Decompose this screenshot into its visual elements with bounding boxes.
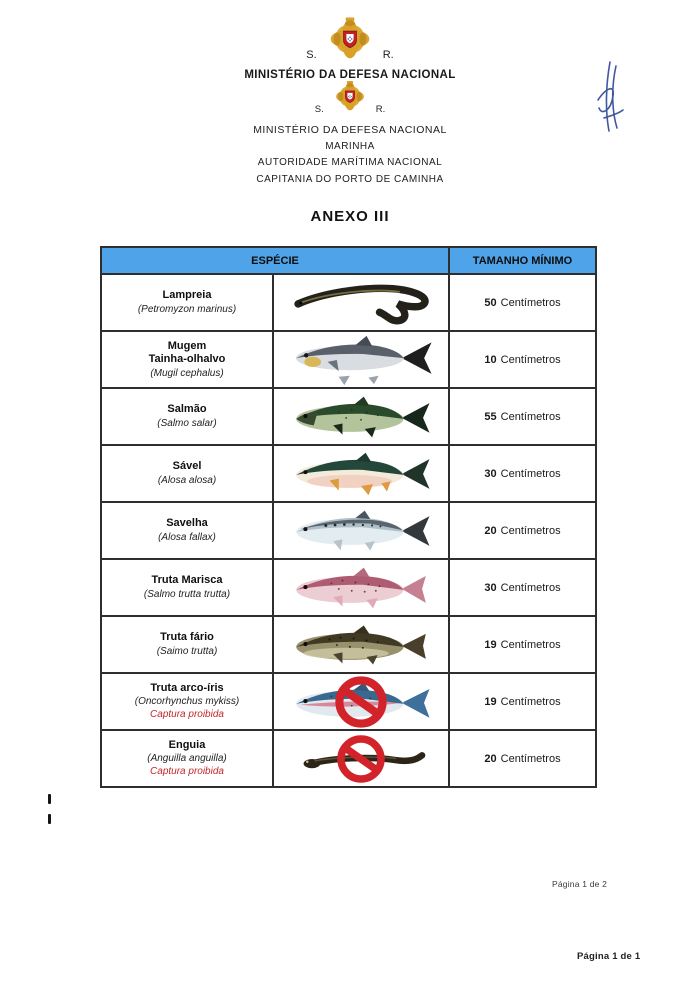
species-scientific-name: (Oncorhynchus mykiss) bbox=[134, 696, 240, 708]
fish-image-salmao bbox=[286, 392, 436, 442]
minimum-size-unit: Centímetros bbox=[500, 524, 561, 537]
minimum-size-value: 30 bbox=[484, 581, 497, 594]
fish-image-truta-fario bbox=[286, 620, 436, 670]
species-name: Truta fário bbox=[160, 631, 214, 644]
letterhead-capitania: CAPITANIA DO PORTO DE CAMINHA bbox=[256, 173, 444, 185]
minimum-size-value: 19 bbox=[484, 638, 497, 651]
minimum-size-unit: Centímetros bbox=[500, 581, 561, 594]
minimum-size-unit: Centímetros bbox=[500, 353, 561, 366]
species-scientific-name: (Salmo salar) bbox=[157, 417, 217, 429]
letterhead-marinha: MARINHA bbox=[325, 140, 375, 152]
minimum-size-unit: Centímetros bbox=[500, 695, 561, 708]
coat-of-arms-icon bbox=[334, 80, 366, 118]
minimum-size-value: 20 bbox=[484, 752, 497, 765]
letterhead-initial-left: S. bbox=[314, 104, 324, 115]
stamp-initial-left: S. bbox=[306, 49, 317, 61]
margin-mark bbox=[48, 814, 51, 824]
page-title: ANEXO III bbox=[310, 208, 390, 225]
letterhead bbox=[0, 80, 700, 188]
stamp-header bbox=[0, 16, 700, 81]
species-scientific-name: (Mugil cephalus) bbox=[150, 367, 224, 379]
species-name: Truta arco-íris bbox=[150, 681, 224, 694]
letterhead-autoridade: AUTORIDADE MARÍTIMA NACIONAL bbox=[257, 157, 443, 168]
fish-image-truta-marisca bbox=[286, 563, 436, 613]
letterhead-initial-right: R. bbox=[375, 104, 386, 115]
species-scientific-name: (Petromyzon marinus) bbox=[137, 303, 237, 315]
species-scientific-name: (Anguilla anguilla) bbox=[147, 753, 227, 765]
minimum-size-value: 50 bbox=[484, 296, 497, 309]
minimum-size-unit: Centímetros bbox=[500, 752, 561, 765]
page-number-scan: Página 1 de 2 bbox=[552, 879, 608, 889]
table-row bbox=[102, 674, 595, 731]
species-name-2: Tainha-olhalvo bbox=[148, 353, 226, 365]
capture-prohibited-note: Captura proibida bbox=[150, 766, 224, 778]
species-name: Truta Marisca bbox=[151, 574, 223, 587]
species-name: Sável bbox=[172, 460, 202, 473]
column-header-especie: ESPÉCIE bbox=[102, 248, 450, 273]
stamp-initial-right: R. bbox=[382, 49, 394, 61]
table-row bbox=[102, 731, 595, 786]
table-row bbox=[102, 446, 595, 503]
minimum-size-unit: Centímetros bbox=[500, 296, 561, 309]
capture-prohibited-note: Captura proibida bbox=[150, 709, 224, 721]
margin-mark bbox=[48, 794, 51, 804]
species-scientific-name: (Saimo trutta) bbox=[156, 645, 218, 657]
minimum-size-value: 10 bbox=[484, 353, 497, 366]
species-scientific-name: (Salmo trutta trutta) bbox=[143, 588, 231, 600]
species-scientific-name: (Alosa fallax) bbox=[158, 531, 216, 543]
species-table bbox=[100, 246, 597, 788]
table-row bbox=[102, 275, 595, 332]
table-row bbox=[102, 503, 595, 560]
minimum-size-value: 55 bbox=[484, 410, 497, 423]
table-row bbox=[102, 560, 595, 617]
minimum-size-unit: Centímetros bbox=[500, 410, 561, 423]
table-header-row bbox=[102, 248, 595, 275]
fish-image-mugem bbox=[285, 334, 437, 386]
minimum-size-value: 30 bbox=[484, 467, 497, 480]
fish-image-lampreia bbox=[286, 278, 436, 328]
minimum-size-value: 20 bbox=[484, 524, 497, 537]
letterhead-crest-row bbox=[0, 80, 700, 118]
minimum-size-unit: Centímetros bbox=[500, 638, 561, 651]
table-row bbox=[102, 617, 595, 674]
no-capture-icon bbox=[334, 675, 388, 729]
fish-image-savelha bbox=[286, 506, 436, 556]
table-row bbox=[102, 332, 595, 389]
letterhead-ministry: MINISTÉRIO DA DEFESA NACIONAL bbox=[253, 124, 447, 136]
page-number-doc: Página 1 de 1 bbox=[577, 951, 641, 962]
column-header-tamanho: TAMANHO MÍNIMO bbox=[472, 255, 573, 267]
stamp-ministry-line: MINISTÉRIO DA DEFESA NACIONAL bbox=[244, 69, 456, 81]
species-name: Savelha bbox=[166, 517, 208, 530]
species-name: Salmão bbox=[167, 403, 207, 416]
species-name: Lampreia bbox=[162, 289, 212, 302]
species-scientific-name: (Alosa alosa) bbox=[157, 474, 217, 486]
species-name: Enguia bbox=[168, 738, 206, 751]
fish-image-savel bbox=[286, 449, 436, 499]
minimum-size-value: 19 bbox=[484, 695, 497, 708]
stamp-crest-row bbox=[0, 16, 700, 67]
coat-of-arms-icon bbox=[327, 16, 373, 67]
minimum-size-unit: Centímetros bbox=[500, 467, 561, 480]
table-row bbox=[102, 389, 595, 446]
no-capture-icon bbox=[336, 734, 386, 784]
species-name: Mugem bbox=[167, 339, 207, 352]
